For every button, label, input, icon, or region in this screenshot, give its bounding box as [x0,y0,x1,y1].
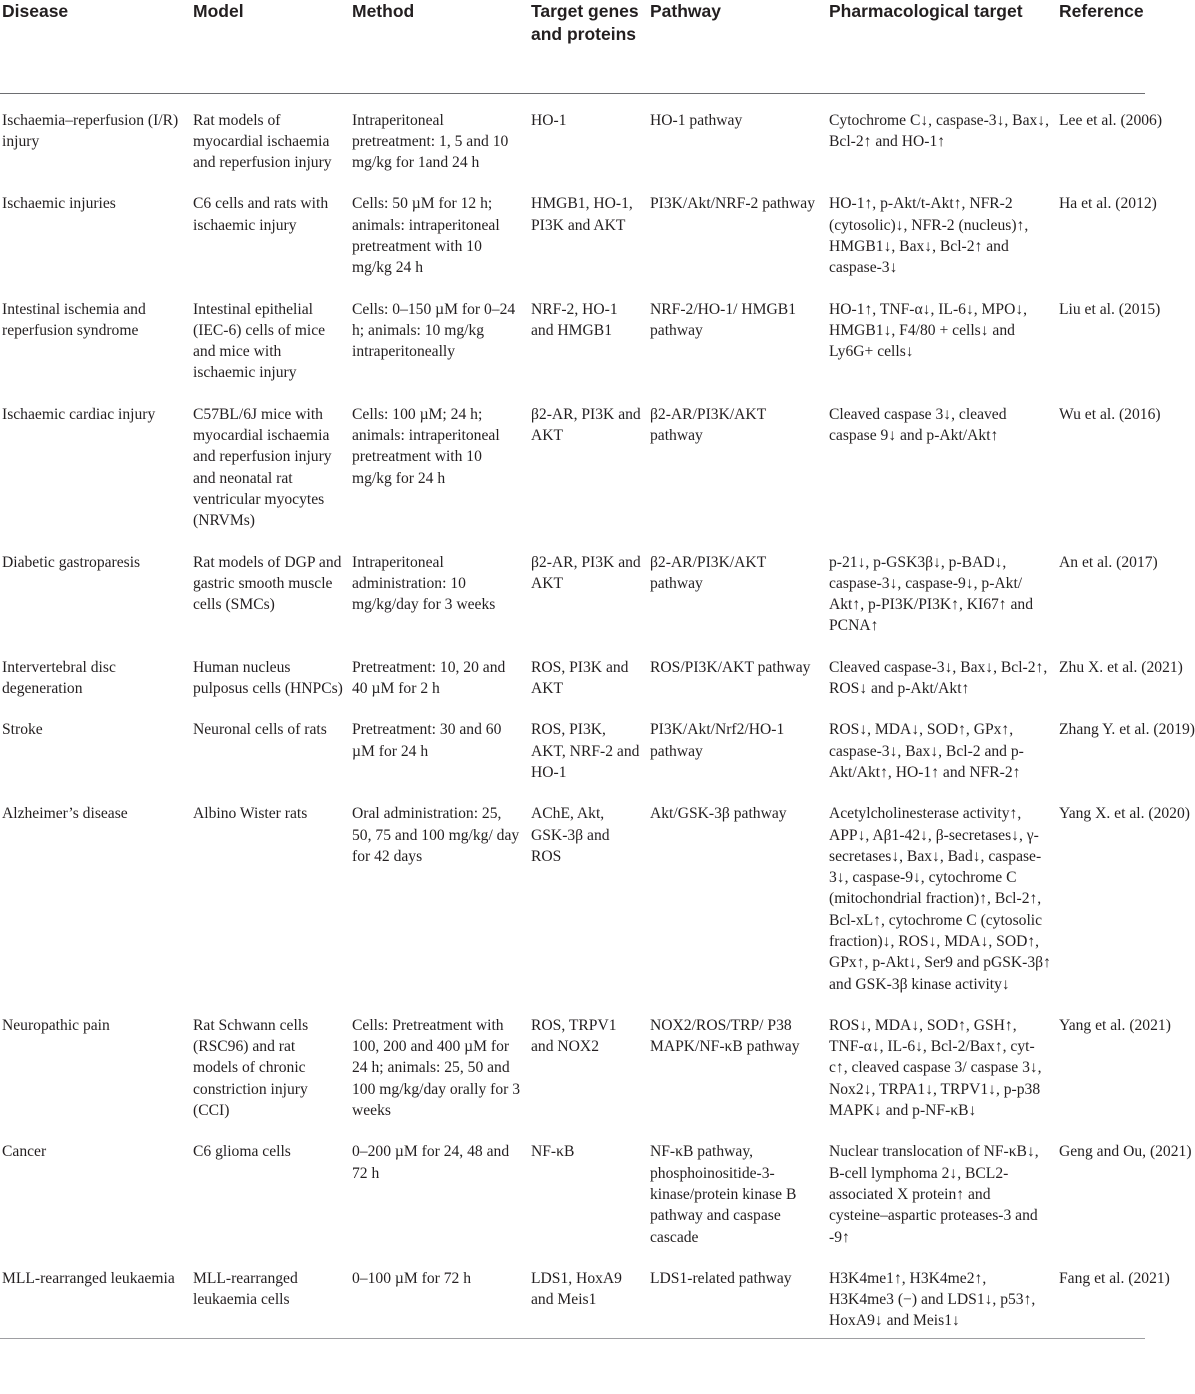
table-row [0,283,1145,388]
table-row [0,388,1145,536]
table-row [0,536,1145,641]
cell-pharmacological-target: Cleaved caspase-3↓, Bax↓, Bcl-2↑, ROS↓ and p-Akt/Akt↑ [829,658,1048,698]
cell-reference: Lee et al. (2006) [1059,111,1163,129]
cell-method: Cells: 50 µM for 12 h; animals: intraperitoneal pretreatment with 10 mg/kg 24 h [352,195,500,277]
header-reference: Reference [1055,0,1145,93]
cell-target-genes: LDS1, HoxA9 and Meis1 [527,1252,646,1338]
cell-target-genes: β2-AR, PI3K and AKT [531,405,641,445]
cell-reference: Fang et al. (2021) [1055,1252,1145,1338]
table-row [0,787,1145,999]
cell-model: Albino Wister rats [193,805,308,823]
cell-target-genes: HO-1 [531,111,567,129]
cell-model: MLL-rearranged leukaemia cells [189,1252,348,1338]
cell-target-genes: NRF-2, HO-1 and HMGB1 [531,300,618,339]
cell-method: Pretreatment: 30 and 60 µM for 24 h [352,721,502,760]
header-target-genes: Target genes and proteins [527,0,646,93]
cell-target-genes: HMGB1, HO-1, PI3K and AKT [531,195,633,234]
cell-pharmacological-target: Nuclear translocation of NF-κB↓, B-cell lymphoma 2↓, BCL2- associated X protein↑ and cysteine–aspartic proteases-3 and -9↑ [829,1143,1039,1246]
cell-reference: Liu et al. (2015) [1059,300,1161,318]
header-row [0,0,1145,93]
cell-method: Cells: 0–150 µM for 0–24 h; animals: 10 mg/kg intraperitoneally [352,300,516,361]
cell-pathway: ROS/PI3K/AKT pathway [650,658,811,676]
cell-pharmacological-target: p-21↓, p-GSK3β↓, p-BAD↓, caspase-3↓, caspase-9↓, p-Akt/ Akt↑, p-PI3K/PI3K↑, KI67↑ and PCNA↑ [829,553,1034,635]
cell-model: Rat models of DGP and gastric smooth muscle cells (SMCs) [193,553,342,614]
table-row [0,999,1145,1125]
cell-disease: Ischaemic cardiac injury [2,405,156,423]
cell-reference: Ha et al. (2012) [1059,195,1157,213]
cell-pharmacological-target: Cleaved caspase 3↓, cleaved caspase 9↓ and p-Akt/Akt↑ [829,405,1007,445]
cell-model: C57BL/6J mice with myocardial ischaemia and reperfusion injury and neonatal rat ventricular myocytes (NRVMs) [193,405,332,530]
cell-target-genes: ROS, TRPV1 and NOX2 [531,1016,617,1056]
cell-disease: Intervertebral disc degeneration [2,658,116,698]
cell-pathway: β2-AR/PI3K/AKT pathway [650,405,766,445]
cell-target-genes: AChE, Akt, GSK-3β and ROS [531,805,610,865]
cell-pharmacological-target: Acetylcholinesterase activity↑, APP↓, Aβ1-42↓, β-secretases↓, γ-secretases↓, Bax↓, Bad↓, caspase-3↓, caspase-9↓, cytochrome C (mitochondrial fraction)↑, Bcl-2↑, Bcl-xL↑, cytochrome C (cytosolic fraction)↓, ROS↓, MDA↓, SOD↑, GPx↑, p-Akt↓, Ser9 and pGSK-3β↑ and GSK-3β kinase activity↓ [829,805,1051,993]
table-row [0,641,1145,704]
cell-method: Cells: 100 µM; 24 h; animals: intraperitoneal pretreatment with 10 mg/kg for 24 h [352,405,500,487]
cell-reference: Zhang Y. et al. (2019) [1059,721,1195,739]
cell-pathway: β2-AR/PI3K/AKT pathway [650,553,766,592]
cell-disease: Alzheimer’s disease [2,805,128,823]
cell-method: Intraperitoneal pretreatment: 1, 5 and 10 mg/kg for 1and 24 h [352,111,509,172]
cell-reference: Zhu X. et al. (2021) [1059,658,1183,676]
table-row [0,1252,1145,1338]
cell-pharmacological-target: ROS↓, MDA↓, SOD↑, GSH↑, TNF-α↓, IL-6↓, Bcl-2/Bax↑, cyt-c↑, cleaved caspase 3/ caspase 3↓, Nox2↓, TRPA1↓, TRPV1↓, p-p38 MAPK↓ and p-NF-κB↓ [829,1016,1042,1120]
cell-pathway: PI3K/Akt/Nrf2/HO-1 pathway [650,721,785,760]
cell-disease: Neuropathic pain [2,1016,110,1034]
cell-pathway: LDS1-related pathway [646,1252,825,1338]
cell-reference: Yang et al. (2021) [1059,1016,1171,1034]
cell-target-genes: ROS, PI3K and AKT [531,658,629,698]
cell-reference: Wu et al. (2016) [1059,405,1161,423]
cell-reference: Yang X. et al. (2020) [1059,805,1190,823]
cell-model: Rat models of myocardial ischaemia and reperfusion injury [193,111,332,172]
header-disease: Disease [0,0,189,93]
cell-model: C6 cells and rats with ischaemic injury [193,195,329,234]
cell-disease: Ischaemia–reperfusion (I/R) injury [2,111,179,150]
cell-pharmacological-target: H3K4me1↑, H3K4me2↑, H3K4me3 (−) and LDS1↓, p53↑, HoxA9↓ and Meis1↓ [825,1252,1055,1338]
cell-method: Pretreatment: 10, 20 and 40 µM for 2 h [352,658,506,698]
cell-method: 0–100 µM for 72 h [348,1252,527,1338]
table-row [0,703,1145,787]
header-model: Model [189,0,348,93]
cell-disease: Diabetic gastroparesis [2,553,141,571]
header-method: Method [348,0,527,93]
cell-disease: Ischaemic injuries [2,195,116,213]
cell-reference: An et al. (2017) [1059,553,1158,571]
cell-pathway: PI3K/Akt/NRF-2 pathway [650,195,816,213]
cell-model: Neuronal cells of rats [193,721,327,739]
cell-model: Intestinal epithelial (IEC-6) cells of mice and mice with ischaemic injury [193,300,326,382]
cell-method: 0–200 µM for 24, 48 and 72 h [352,1143,510,1182]
cell-pathway: NOX2/ROS/TRP/ P38 MAPK/NF-κB pathway [650,1016,800,1056]
table-row [0,1125,1145,1251]
cell-target-genes: NF-κB [531,1143,575,1161]
cell-disease: MLL-rearranged leukaemia [0,1252,189,1338]
cell-disease: Cancer [2,1143,47,1161]
cell-method: Oral administration: 25, 50, 75 and 100 mg/kg/ day for 42 days [352,805,520,865]
table-row [0,93,1145,177]
cell-target-genes: ROS, PI3K, AKT, NRF-2 and HO-1 [531,721,640,781]
cell-pathway: HO-1 pathway [650,111,743,129]
table-row [0,177,1145,282]
cell-model: Human nucleus pulposus cells (HNPCs) [193,658,343,698]
cell-method: Intraperitoneal administration: 10 mg/kg/day for 3 weeks [352,553,496,614]
cell-reference: Geng and Ou, (2021) [1059,1143,1192,1161]
cell-pathway: NF-κB pathway, phosphoinositide-3-kinase/protein kinase B pathway and caspase cascade [650,1143,797,1246]
cell-pathway: NRF-2/HO-1/ HMGB1 pathway [650,300,796,339]
cell-disease: Stroke [2,721,43,739]
cell-model: Rat Schwann cells (RSC96) and rat models of chronic constriction injury (CCI) [193,1016,309,1120]
cell-pharmacological-target: Cytochrome C↓, caspase-3↓, Bax↓, Bcl-2↑ and HO-1↑ [829,111,1049,150]
header-pharmacological-target: Pharmacological target [825,0,1055,93]
header-pathway: Pathway [646,0,825,93]
table-body [0,93,1195,1338]
cell-pharmacological-target: ROS↓, MDA↓, SOD↑, GPx↑, caspase-3↓, Bax↓, Bcl-2 and p-Akt/Akt↑, HO-1↑ and NFR-2↑ [829,721,1024,781]
cell-model: C6 glioma cells [193,1143,291,1161]
cell-method: Cells: Pretreatment with 100, 200 and 400 µM for 24 h; animals: 25, 50 and 100 mg/kg/day orally for 3 weeks [352,1016,521,1120]
cell-disease: Intestinal ischemia and reperfusion syndrome [2,300,146,339]
cell-pharmacological-target: HO-1↑, TNF-α↓, IL-6↓, MPO↓, HMGB1↓, F4/80 + cells↓ and Ly6G+ cells↓ [829,300,1028,361]
cell-pathway: Akt/GSK-3β pathway [650,805,787,823]
cell-pharmacological-target: HO-1↑, p-Akt/t-Akt↑, NFR-2 (cytosolic)↓, NFR-2 (nucleus)↑, HMGB1↓, Bax↓, Bcl-2↑ and caspase-3↓ [829,195,1029,277]
cell-target-genes: β2-AR, PI3K and AKT [531,553,641,592]
